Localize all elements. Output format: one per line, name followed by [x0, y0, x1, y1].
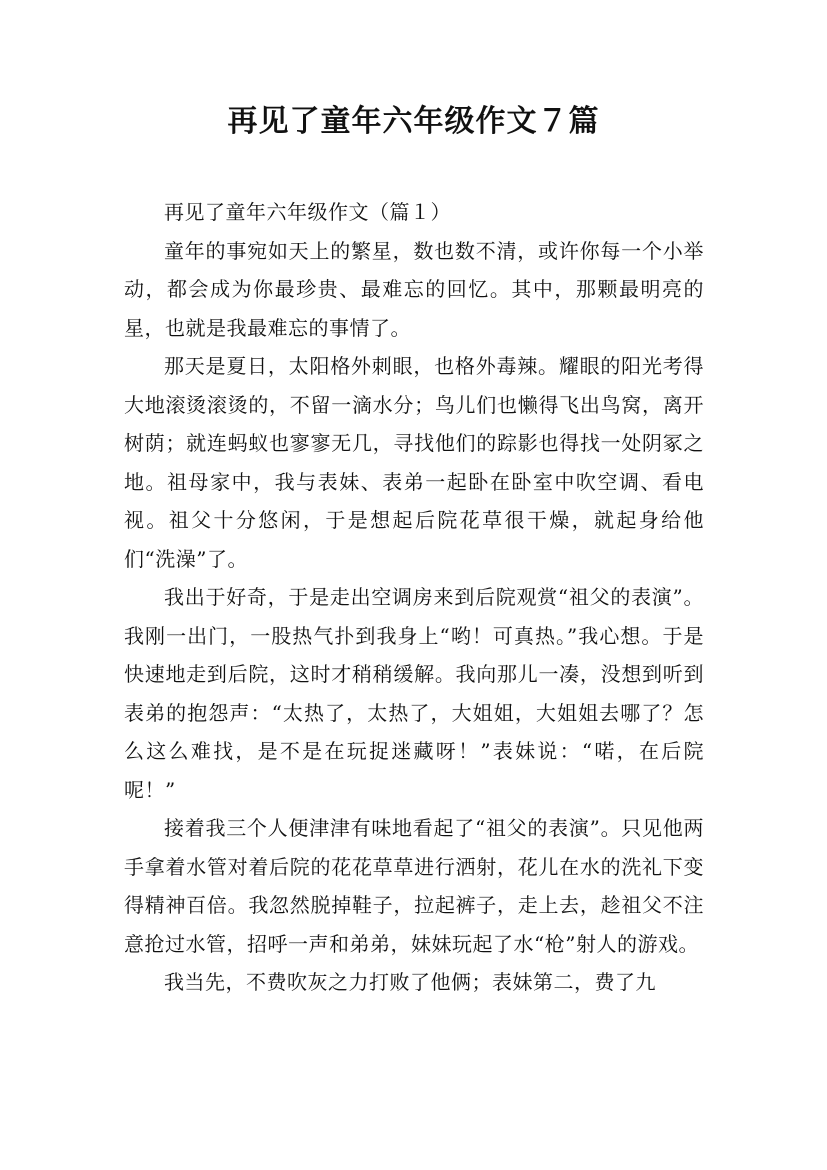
- paragraph: 童年的事宛如天上的繁星，数也数不清，或许你每一个小举动，都会成为你最珍贵、最难忘的回忆。其中，那颗最明亮的星，也就是我最难忘的事情了。: [124, 238, 704, 340]
- document-title: 再见了童年六年级作文７篇: [227, 104, 600, 139]
- paragraph: 接着我三个人便津津有味地看起了“祖父的表演”。只见他两手拿着水管对着后院的花花草草进行洒射，花儿在水的洗礼下变得精神百倍。我忽然脱掉鞋子，拉起裤子，走上去，趁祖父不注意抢过水管，招呼一声和弟弟，妹妹玩起了水“枪”射人的游戏。: [124, 816, 704, 956]
- document-body: [124, 193, 704, 1002]
- section-heading: 再见了童年六年级作文（篇１）: [164, 200, 451, 224]
- paragraph: 我出于好奇，于是走出空调房来到后院观赏“祖父的表演”。我刚一出门，一股热气扑到我身上“哟！可真热。”我心想。于是快速地走到后院，这时才稍稍缓解。我向那儿一凑，没想到听到表弟的抱怨声：“太热了，太热了，大姐姐，大姐姐去哪了？怎么这么难找，是不是在玩捉迷藏呀！”表妹说：“喏，在后院呢！”: [124, 585, 704, 802]
- paragraph: 我当先，不费吹灰之力打败了他俩；表妹第二，费了九: [164, 970, 656, 994]
- paragraph: 那天是夏日，太阳格外刺眼，也格外毒辣。耀眼的阳光考得大地滚烫滚烫的，不留一滴水分；鸟儿们也懒得飞出鸟窝，离开树荫；就连蚂蚁也寥寥无几，寻找他们的踪影也得找一处阴冢之地。祖母家中，我与表妹、表弟一起卧在卧室中吹空调、看电视。祖父十分悠闲，于是想起后院花草很干燥，就起身给他们“洗澡”了。: [124, 354, 704, 571]
